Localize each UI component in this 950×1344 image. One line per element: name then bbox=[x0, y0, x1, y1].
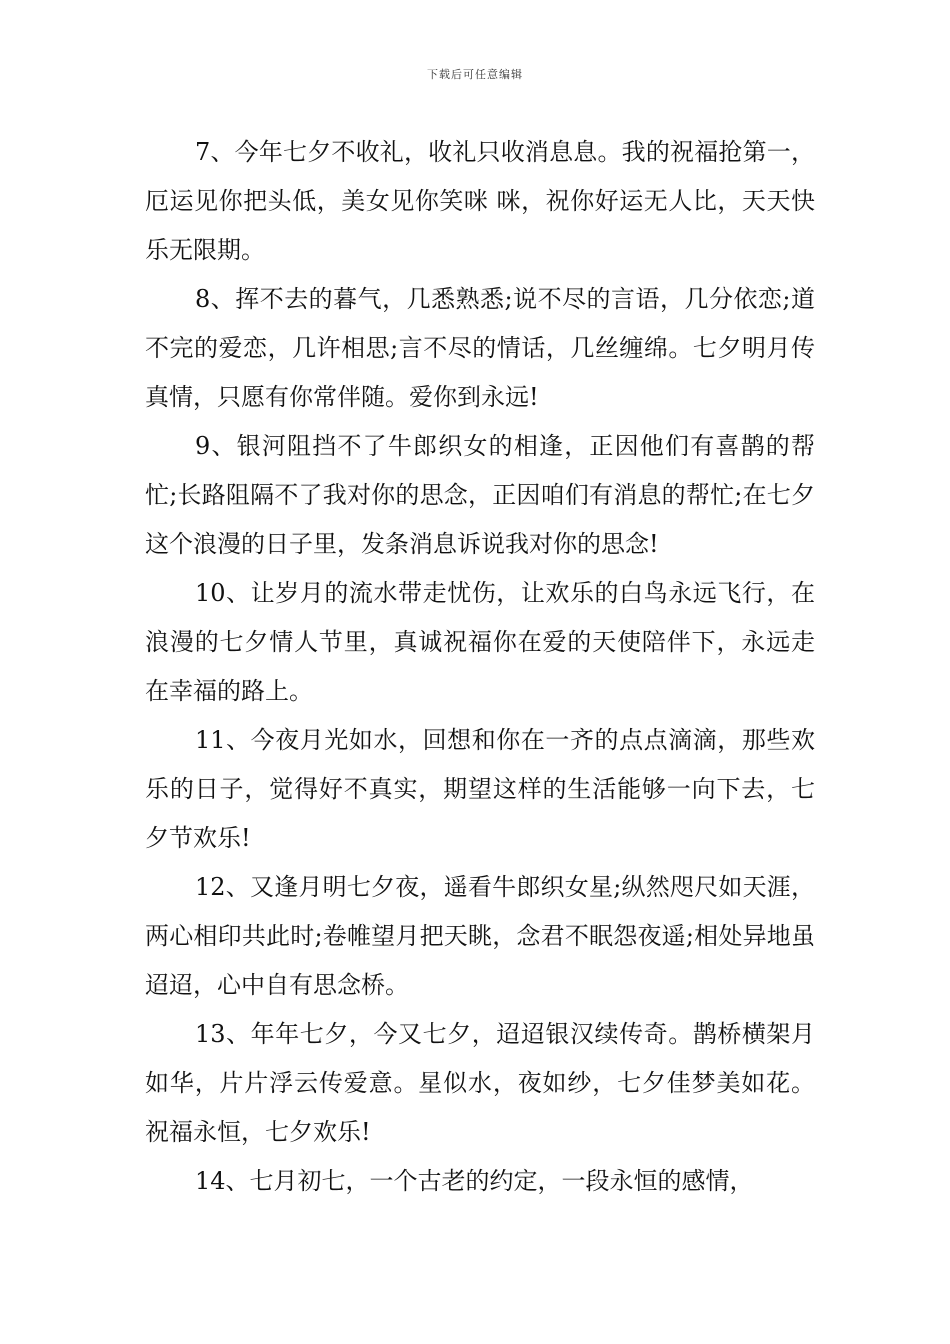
paragraph-14: 14、七月初七，一个古老的约定，一段永恒的感情， bbox=[195, 1167, 754, 1195]
page-header: 下载后可任意编辑 bbox=[427, 68, 523, 81]
document-body bbox=[145, 128, 815, 1206]
paragraph-13: 13、年年七夕，今又七夕，迢迢银汉续传奇。鹊桥横架月如华，片片浮云传爱意。星似水，夜如纱，七夕佳梦美如花。祝福永恒，七夕欢乐! bbox=[145, 1020, 815, 1146]
paragraph-12: 12、又逢月明七夕夜，遥看牛郎织女星;纵然咫尺如天涯，两心相印共此时;卷帷望月把天眺，念君不眠怨夜遥;相处异地虽迢迢，心中自有思念桥。 bbox=[145, 873, 815, 999]
paragraph-8: 8、挥不去的暮气，几悉熟悉;说不尽的言语，几分依恋;道不完的爱恋，几许相思;言不尽的情话，几丝缠绵。七夕明月传真情，只愿有你常伴随。爱你到永远! bbox=[145, 285, 815, 411]
paragraph-11: 11、今夜月光如水，回想和你在一齐的点点滴滴，那些欢乐的日子，觉得好不真实，期望这样的生活能够一向下去，七夕节欢乐! bbox=[145, 726, 815, 852]
paragraph-10: 10、让岁月的流水带走忧伤，让欢乐的白鸟永远飞行，在浪漫的七夕情人节里，真诚祝福你在爱的天使陪伴下，永远走在幸福的路上。 bbox=[145, 579, 815, 705]
paragraph-7: 7、今年七夕不收礼，收礼只收消息息。我的祝福抢第一，厄运见你把头低，美女见你笑咪 咪，祝你好运无人比，天天快乐无限期。 bbox=[145, 138, 815, 264]
paragraph-9: 9、银河阻挡不了牛郎织女的相逢，正因他们有喜鹊的帮忙;长路阻隔不了我对你的思念，正因咱们有消息的帮忙;在七夕这个浪漫的日子里，发条消息诉说我对你的思念! bbox=[145, 432, 815, 558]
